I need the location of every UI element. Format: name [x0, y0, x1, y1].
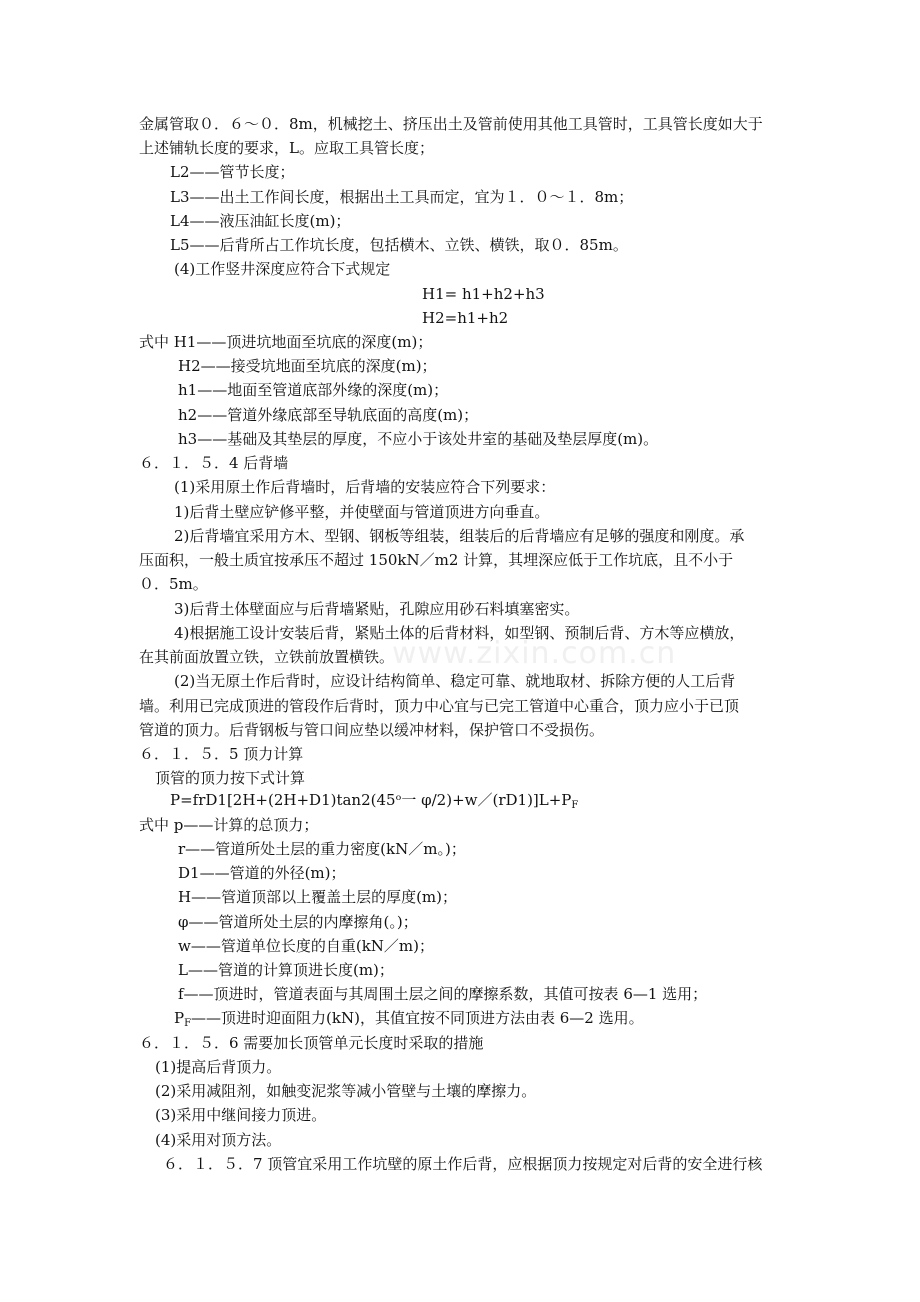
- section-heading: ６．１．５．4 后背墙: [139, 454, 289, 472]
- pf-description: ——顶进时迎面阻力(kN)，其值宜按不同顶进方法由表 6—2 选用。: [191, 1009, 644, 1027]
- formula-subscript: F: [571, 800, 579, 811]
- text-line: 在其前面放置立铁，立铁前放置横铁。: [139, 648, 395, 666]
- text-line: 管道的顶力。后背钢板与管口间应垫以缓冲材料，保护管口不受损伤。: [139, 721, 605, 739]
- text-line: 顶管的顶力按下式计算: [155, 769, 306, 787]
- text-line: (3)采用中继间接力顶进。: [155, 1106, 327, 1124]
- text-line: h1——地面至管道底部外缘的深度(m)；: [178, 381, 449, 399]
- section-heading: ６．１．５．7 顶管宜采用工作坑壁的原土作后背，应根据顶力按规定对后背的安全进行核: [163, 1155, 763, 1173]
- text-line: 3)后背土体壁面应与后背墙紧贴，孔隙应用砂石料填塞密实。: [174, 600, 580, 618]
- text-line: (1)提高后背顶力。: [155, 1058, 282, 1076]
- text-line: L——管道的计算顶进长度(m)；: [178, 961, 394, 979]
- text-line: h2——管道外缘底部至导轨底面的高度(m)；: [178, 406, 479, 424]
- text-line: (1)采用原土作后背墙时，后背墙的安装应符合下列要求：: [174, 478, 556, 496]
- text-line: L4——液压油缸长度(m)；: [170, 212, 351, 230]
- text-line: [174, 1008, 644, 1034]
- text-line: f——顶进时，管道表面与其周围土层之间的摩擦系数，其值可按表 6—1 选用；: [178, 985, 708, 1003]
- text-line: (4)工作竖井深度应符合下式规定: [174, 260, 391, 278]
- text-line: ０．5m。: [139, 575, 208, 593]
- section-heading: ６．１．５．5 顶力计算: [139, 745, 304, 763]
- text-line: 墙。利用已完成顶进的管段作后背时，顶力中心宜与已完工管道中心重合，顶力应小于已顶: [139, 697, 740, 715]
- text-line: H——管道顶部以上覆盖土层的厚度(m)；: [178, 888, 458, 906]
- text-line: (2)当无原土作后背时，应设计结构简单、稳定可靠、就地取材、拆除方便的人工后背: [174, 672, 736, 690]
- text-line: 式中 p——计算的总顶力；: [139, 816, 319, 834]
- text-line: (2)采用减阻剂，如触变泥浆等减小管壁与土壤的摩擦力。: [155, 1082, 537, 1100]
- formula-line: H2=h1+h2: [422, 309, 509, 327]
- text-line: L3——出土工作间长度，根据出土工具而定，宜为１．０～１．8m；: [170, 188, 634, 206]
- text-line: w——管道单位长度的自重(kN／m)；: [178, 937, 434, 955]
- formula-main: P=frD1[2H+(2H+D1)tan2(45ᵒ一 φ/2)+w／(rD1)]L+P: [170, 791, 572, 809]
- text-line: 2)后背墙宜采用方木、型钢、钢板等组装，组装后的后背墙应有足够的强度和刚度。承: [174, 527, 745, 545]
- section-heading: ６．１．５．6 需要加长顶管单元长度时采取的措施: [139, 1034, 484, 1052]
- text-line: H2——接受坑地面至坑底的深度(m)；: [178, 357, 437, 375]
- text-line: 压面积，一般土质宜按承压不超过 150kN／m2 计算，其埋深应低于工作坑底，且不小于: [139, 551, 734, 569]
- text-line: r——管道所处土层的重力密度(kN／m。)；: [178, 840, 466, 858]
- text-line: φ——管道所处土层的内摩擦角(。)；: [178, 913, 418, 931]
- text-line: 金属管取０．６～０．8m，机械挖土、挤压出土及管前使用其他工具管时，工具管长度如大于: [139, 115, 763, 133]
- text-line: 上述铺轨长度的要求，L。应取工具管长度；: [139, 139, 434, 157]
- text-line: L2——管节长度；: [170, 163, 295, 181]
- text-line: (4)采用对顶方法。: [155, 1131, 282, 1149]
- pf-symbol: P: [174, 1009, 185, 1027]
- text-line: D1——管道的外径(m)；: [178, 864, 346, 882]
- text-line: h3——基础及其垫层的厚度，不应小于该处井室的基础及垫层厚度(m)。: [178, 430, 659, 448]
- watermark: www.zixin.com.cn: [392, 636, 677, 671]
- text-line: 4)根据施工设计安装后背，紧贴土体的后背材料，如型钢、预制后背、方木等应横放，: [174, 624, 745, 642]
- formula-line: [170, 790, 578, 816]
- text-line: 式中 H1——顶进坑地面至坑底的深度(m)；: [139, 333, 433, 351]
- text-line: 1)后背土壁应铲修平整，并使壁面与管道顶进方向垂直。: [174, 503, 550, 521]
- formula-line: H1= h1+h2+h3: [422, 285, 545, 303]
- pf-subscript: F: [184, 1018, 192, 1029]
- text-line: L5——后背所占工作坑长度，包括横木、立铁、横铁，取０．85m。: [170, 236, 628, 254]
